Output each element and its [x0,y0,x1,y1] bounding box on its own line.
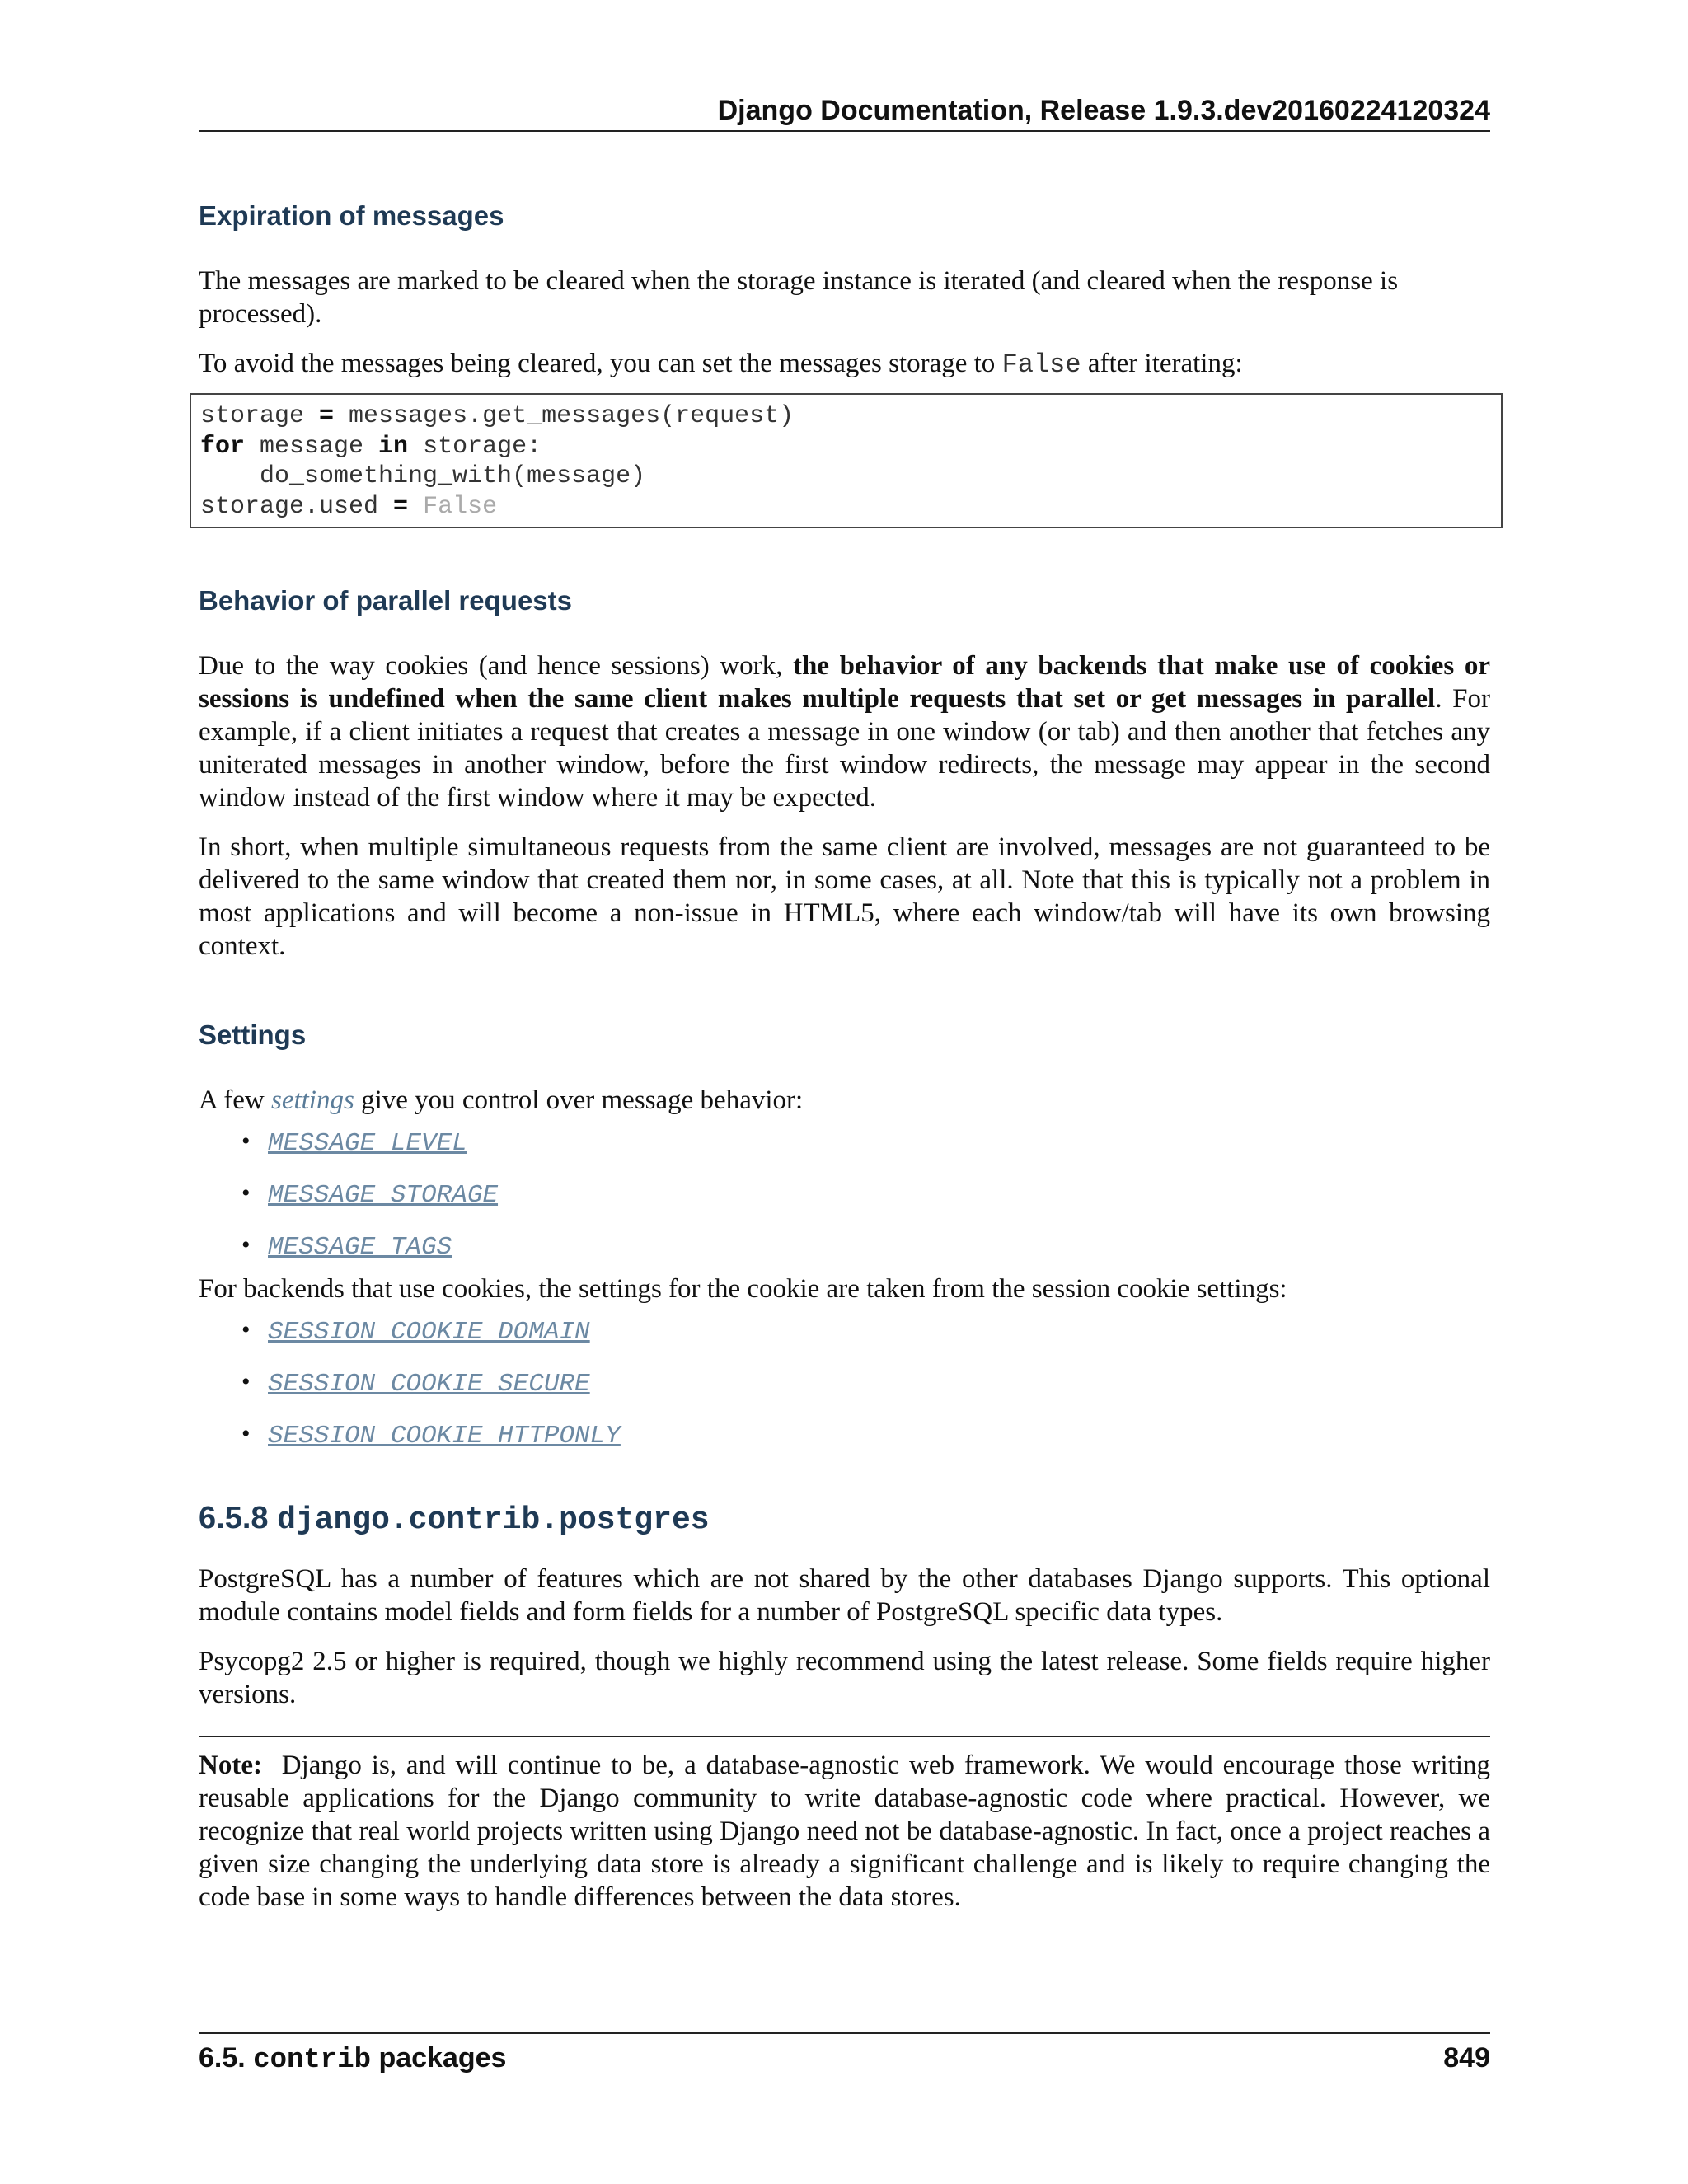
note-label: Note: [199,1750,262,1780]
heading-settings: Settings [199,1019,307,1050]
footer-rule [199,2032,1490,2034]
setting-link-message-tags[interactable]: MESSAGE_TAGS [268,1233,452,1262]
para-text: give you control over message behavior: [354,1085,804,1115]
postgres-paragraph-1: PostgreSQL has a number of features which are not shared by the other databases Django supports. This optional module contains model fields and form fields for a number of PostgreSQL specific data types. [199,1564,1490,1627]
code-operator: = [393,492,409,521]
setting-link-session-cookie-httponly[interactable]: SESSION_COOKIE_HTTPONLY [268,1422,621,1451]
para-text: A few [199,1085,271,1115]
header-rule [199,130,1490,132]
settings-list [199,1117,1490,1272]
section-title: django.contrib.postgres [277,1502,710,1538]
code-line-4 [200,493,497,521]
list-item [199,1409,1490,1461]
footer-section-code: contrib [253,2045,371,2076]
parallel-paragraph-1 [199,649,1490,814]
list-item [199,1117,1490,1169]
code-token: message [245,432,379,461]
footer-section-number: 6.5. [199,2042,246,2074]
code-token: storage [200,402,320,430]
page-number: 849 [1443,2042,1490,2074]
cookie-settings-intro: For backends that use cookies, the settings for the cookie are taken from the session cookie settings: [199,1274,1287,1304]
inline-code-false: False [1001,349,1081,380]
footer-section [199,2040,506,2079]
setting-link-message-level[interactable]: MESSAGE_LEVEL [268,1129,467,1158]
list-item [199,1305,1490,1357]
running-header: Django Documentation, Release 1.9.3.dev20160224120324 [717,95,1490,126]
heading-postgres [199,1497,1490,1541]
code-token: storage.used [200,492,394,521]
cookie-settings-list [199,1305,1490,1461]
list-item [199,1221,1490,1272]
code-constant: False [408,492,498,521]
expiration-paragraph-2 [199,347,1490,382]
para-bold-text: the behavior of any backends that make use of cookies or sessions is undefined when the same client makes multiple requests that set or get messages in parallel [199,651,1490,714]
code-keyword: for [200,432,246,461]
settings-intro [199,1084,1490,1117]
bullet-icon: • [241,1231,251,1258]
page-content [199,198,1490,1914]
para-text: To avoid the messages being cleared, you can set the messages storage to [199,349,1002,378]
list-item [199,1357,1490,1409]
heading-parallel-requests: Behavior of parallel requests [199,585,572,616]
setting-link-message-storage[interactable]: MESSAGE_STORAGE [268,1181,499,1210]
para-text: Due to the way cookies (and hence sessions) work, [199,651,794,681]
page-footer [199,2040,1490,2079]
settings-link[interactable]: settings [270,1085,354,1115]
code-operator: = [319,402,335,430]
bullet-icon: • [241,1420,251,1447]
footer-section-word: packages [378,2042,507,2074]
bullet-icon: • [241,1127,251,1155]
code-line-3: do_something_with(message) [200,462,646,490]
bullet-icon: • [241,1368,251,1395]
expiration-para1-text: The messages are marked to be cleared when the storage instance is iterated (and cleared when the response is processed). [199,266,1399,329]
code-token: storage: [408,432,542,461]
postgres-paragraph-2: Psycopg2 2.5 or higher is required, though we highly recommend using the latest release. Some fields require higher versions. [199,1647,1490,1709]
list-item [199,1169,1490,1221]
section-number: 6.5.8 [199,1501,269,1535]
code-keyword: in [378,432,409,461]
note-text: Django is, and will continue to be, a database-agnostic web framework. We would encourage those writing reusable applications for the Django community to write database-agnostic code where practical. However, we recognize that real world projects written using Django need not be database-agnostic. In fact, once a project reaches a given size changing the underlying data store is already a significant challenge and is likely to require changing the code base in some ways to handle differences between the data stores. [199,1750,1490,1912]
parallel-paragraph-2: In short, when multiple simultaneous requests from the same client are involved, messages are not guaranteed to be delivered to the same window that created them nor, in some cases, at all. Note that this is typically not a problem in most applications and will become a non-issue in HTML5, where each window/tab will have its own browsing context. [199,832,1490,961]
para-text: . For example, if a client initiates a request that creates a message in one window (or tab) and then another that fetches any uniterated messages in another window, before the first window redirects, the message may appear in the second window instead of the first window where it may be expected. [199,684,1491,813]
code-block [190,393,1503,528]
code-line-2 [200,433,542,461]
bullet-icon: • [241,1179,251,1207]
para-text: after iterating: [1081,349,1243,378]
expiration-paragraph-1 [199,265,1490,330]
code-token: messages.get_messages(request) [334,402,795,430]
heading-expiration: Expiration of messages [199,200,504,231]
setting-link-session-cookie-domain[interactable]: SESSION_COOKIE_DOMAIN [268,1318,590,1347]
bullet-icon: • [241,1316,251,1343]
setting-link-session-cookie-secure[interactable]: SESSION_COOKIE_SECURE [268,1370,590,1399]
code-line-1 [200,402,794,430]
note-box [199,1749,1490,1914]
